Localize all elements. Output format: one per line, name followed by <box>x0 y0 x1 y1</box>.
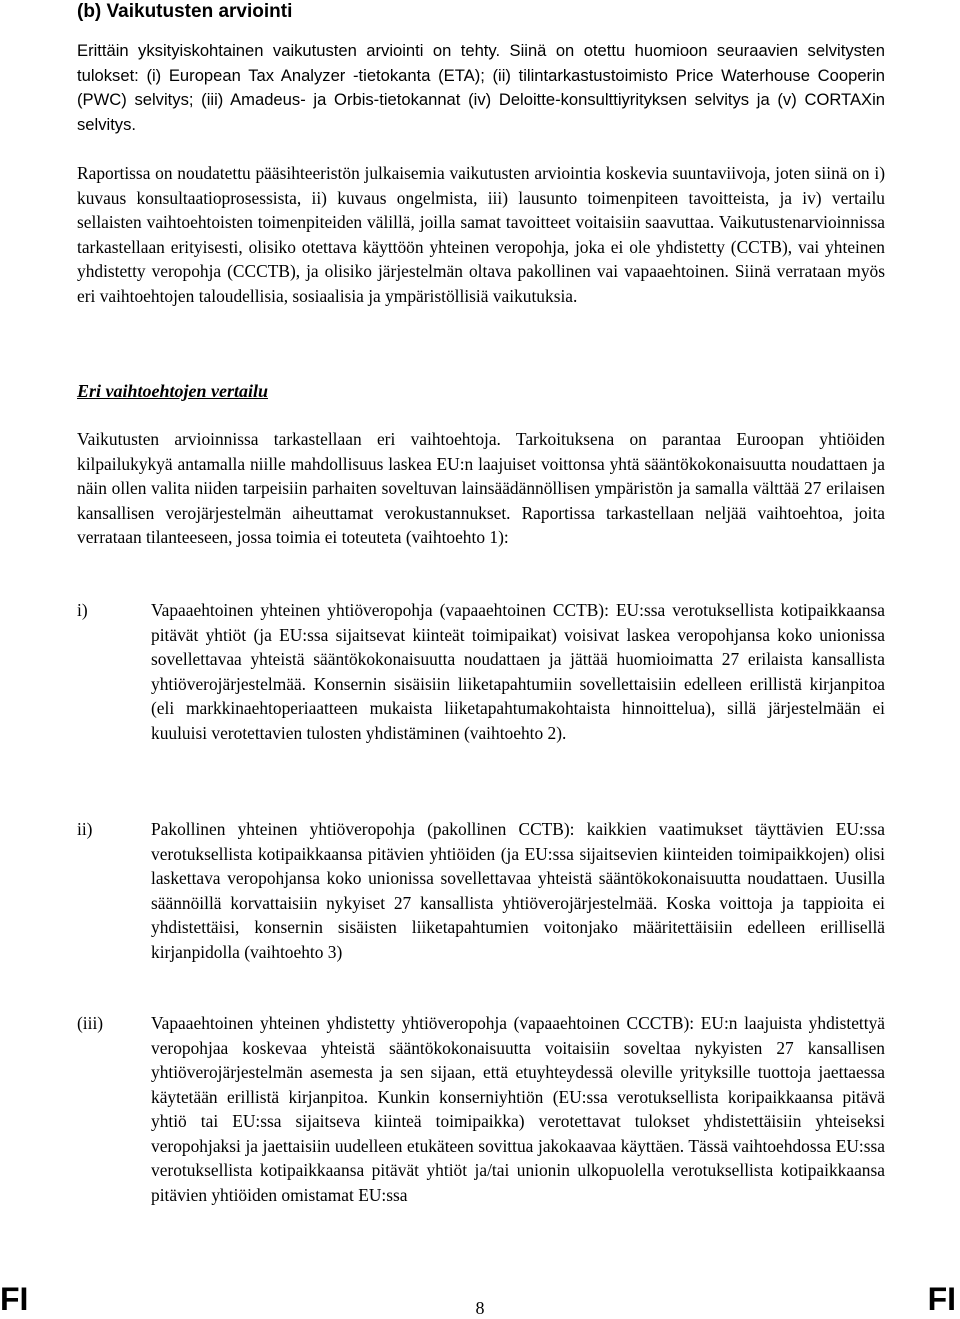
section-heading: (b) Vaikutusten arviointi <box>77 1 293 22</box>
paragraph-intro: Erittäin yksityiskohtainen vaikutusten arviointi on tehty. Siinä on otettu huomioon seuraavien selvitysten tulokset: (i) European Tax Analyzer -tietokanta (ETA); (ii) tilintarkastustoimisto Price Waterhouse Cooperin (PWC) selvitys; (iii) Amadeus- ja Orbis-tietokannat (iv) Deloitte-konsulttiyrityksen selvitys ja (v) CORTAXin selvitys. <box>77 41 885 134</box>
list-item-text: Vapaaehtoinen yhteinen yhdistetty yhtiöveropohja (vapaaehtoinen CCCTB): EU:n laajuista yhdistettyä veropohjaa koskevaa yhteistä sääntökokonaisuutta voitaisiin soveltaa nykyisten 27 kansallisen yhtiöverojärjestelmän asemesta ja sen sijaan, että etuyhteydessä oleville yrityksille tuottoja jaettaessa käytetään erillistä kirjanpitoa. Kunkin konserniyhtiön (EU:ssa verotuksellista koripaikkaansa pitävä yhtiö tai EU:ssa sijaitseva kiinteä toimipaikka) verotettavat tulokset yhdistettäisiin yhteiseksi veropohjaksi ja jaettaisiin uudelleen etukäteen sovittua jakokaavaa käyttäen. Tässä vaihtoehdossa EU:ssa verotuksellista kotipaikkaansa pitävät yhtiöt ja/tai unionin ulkopuolella verotuksellista kotipaikkaansa pitävien yhtiöiden omistamat EU:ssa <box>151 1013 885 1205</box>
list-item-number: ii) <box>77 819 93 839</box>
list-item-text: Vapaaehtoinen yhteinen yhtiöveropohja (vapaaehtoinen CCTB): EU:ssa verotuksellista kotipaikkaansa pitävät yhtiöt (ja EU:ssa sijaitsevat kiinteät toimipaikat) voisivat laskea veropohjansa koko unionissa sovellettavaa yhteistä sääntökokonaisuutta noudattaen ja jättää huomioimatta 27 erilaista kansallista yhtiöverojärjestelmää. Konsernin sisäisiin liiketapahtumiin sovellettaisiin edelleen erillistä kirjanpitoa (eli markkinaehtoperiaatteen mukaista liiketapahtumakohtaista hinnoittelua), sillä järjestelmään ei kuuluisi verotettavien tulosten yhdistäminen (vaihtoehto 2). <box>151 600 885 743</box>
footer-language-right: FI <box>927 1281 956 1317</box>
subheading-comparison: Eri vaihtoehtojen vertailu <box>77 381 269 401</box>
list-item-number: (iii) <box>77 1013 104 1033</box>
footer-language-left: FI <box>0 1281 29 1317</box>
page-number: 8 <box>475 1298 485 1318</box>
paragraph-guidelines: Raportissa on noudatettu pääsihteeristön julkaisemia vaikutusten arviointia koskevia suuntaviivoja, joten siinä on i) kuvaus konsultaatioprosessista, ii) kuvaus ongelmista, iii) lausunto toimenpiteen tavoitteista, ja iv) vertailu sellaisten vaihtoehtoisten toimenpiteiden välillä, joilla samat tavoitteet voitaisiin saavuttaa. Vaikutustenarvioinnissa tarkastellaan erityisesti, olisiko otettava käyttöön yhteinen veropohja, joka ei ole yhdistetty (CCTB), vai yhteinen yhdistetty veropohja (CCCTB), ja olisiko järjestelmän oltava pakollinen vai vapaaehtoinen. Siinä verrataan myös eri vaihtoehtojen taloudellisia, sosiaalisia ja ympäristöllisiä vaikutuksia. <box>77 163 885 306</box>
list-item-number: i) <box>77 600 88 620</box>
list-item-text: Pakollinen yhteinen yhtiöveropohja (pakollinen CCTB): kaikkien vaatimukset täyttävien EU:ssa verotuksellista kotipaikkaansa pitävien yhtiöiden (ja EU:ssa sijaitsevien kiinteiden toimipaikkojen) olisi laskettava veropohjansa koko unionissa sovellettavaa yhteistä sääntökokonaisuutta noudattaen. Uusilla säännöillä korvattaisiin nykyiset 27 kansallista yhtiöverojärjestelmää. Koska voittoja ja tappioita ei yhdistettäisi, konsernin sisäisten liiketapahtumien voitonjako määritettäisiin edelleen erillisellä kirjanpidolla (vaihtoehto 3) <box>151 819 885 962</box>
paragraph-options: Vaikutusten arvioinnissa tarkastellaan eri vaihtoehtoja. Tarkoituksena on parantaa Euroopan yhtiöiden kilpailukykyä antamalla niille mahdollisuus laskea EU:n laajuiset voittonsa yhtä sääntökokonaisuutta noudattaen ja näin ollen valita niiden tarpeisiin parhaiten soveltuvan lainsäädännöllisen ympäristön ja samalla välttää 27 erilaisen kansallisen verojärjestelmän aiheuttamat verokustannukset. Raportissa tarkastellaan neljää vaihtoehtoa, joita verrataan tilanteeseen, jossa toimia ei toteuteta (vaihtoehto 1): <box>77 429 885 547</box>
